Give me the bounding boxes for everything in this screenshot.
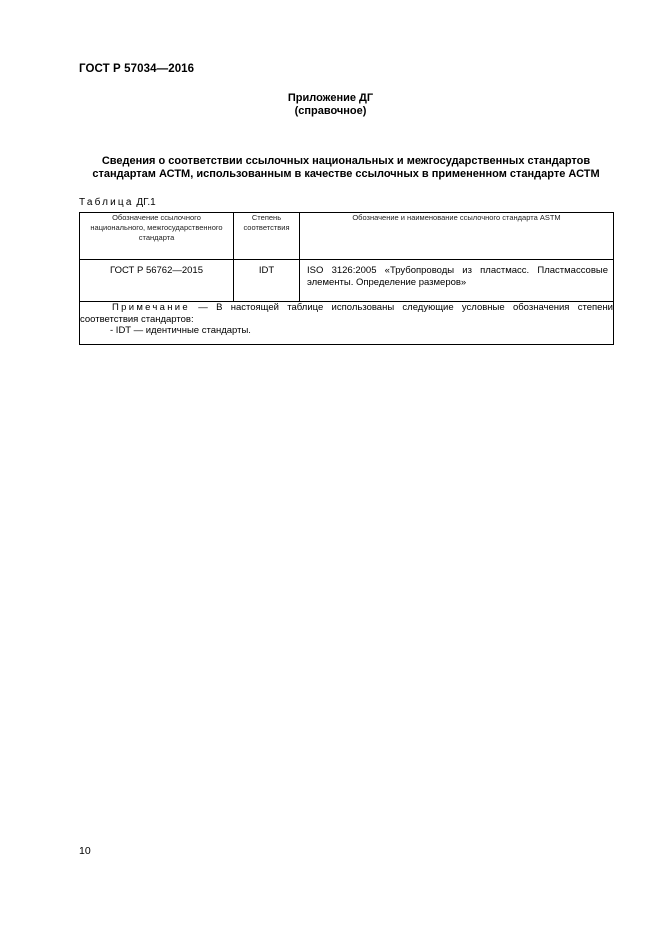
- section-heading: [79, 155, 613, 181]
- header-astm-standard: [300, 213, 614, 260]
- heading-line-1: Сведения о соответствии ссылочных национальных и межгосударственных стандартов: [101, 155, 591, 167]
- table-note-row: [80, 302, 614, 345]
- correspondence-table: [79, 212, 614, 345]
- note-item: - IDT — идентичные стандарты.: [110, 325, 251, 336]
- note-label: Примечание: [112, 302, 190, 313]
- cell-degree: IDT: [234, 260, 300, 302]
- note-body: — В настоящей таблице использованы следующие условные обозначения степени соответствия стандартов:: [80, 302, 613, 325]
- table-row: [80, 260, 614, 302]
- table-caption: [79, 197, 156, 209]
- cell-national-standard: ГОСТ Р 56762—2015: [80, 260, 234, 302]
- document-code: ГОСТ Р 57034—2016: [79, 63, 195, 75]
- note-text: [80, 302, 613, 325]
- header-col2-text: Степень соответствия: [243, 213, 290, 232]
- header-col3-text: Обозначение и наименование ссылочного стандарта ASTM: [352, 213, 561, 222]
- heading-line-2: стандартам АСТМ, использованным в качестве ссылочных в примененном стандарте АСТМ: [92, 168, 600, 180]
- table-caption-number: ДГ.1: [136, 197, 156, 208]
- table-caption-word: Таблица: [79, 197, 134, 208]
- table-header-row: [80, 213, 614, 260]
- header-col1-text: Обозначение ссылочного национального, межгосударственного стандарта: [90, 213, 223, 242]
- annex-name: Приложение ДГ: [287, 92, 374, 104]
- cell-astm-standard: ISO 3126:2005 «Трубопроводы из пластмасс. Пластмассовые элементы. Определение размеров»: [300, 260, 614, 302]
- annex-title: [0, 92, 661, 118]
- annex-type: (справочное): [294, 105, 367, 117]
- header-degree: [234, 213, 300, 260]
- page-number: 10: [79, 845, 91, 857]
- header-national-standard: [80, 213, 234, 260]
- table-note: [80, 302, 614, 345]
